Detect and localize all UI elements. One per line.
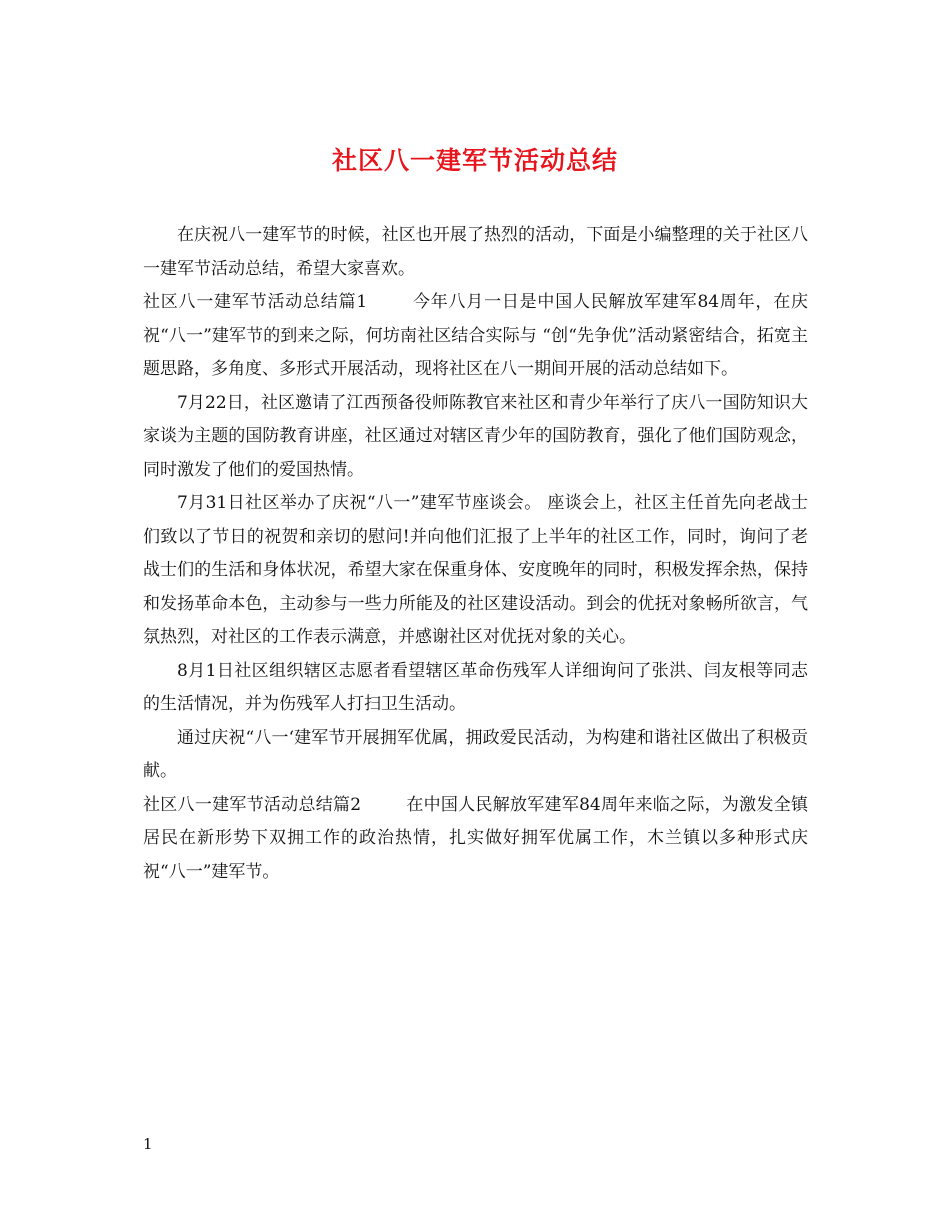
- paragraph-july-22: 7月22日，社区邀请了江西预备役师陈教官来社区和青少年举行了庆八一国防知识大家谈为主题的国防教育讲座，社区通过对辖区青少年的国防教育，强化了他们国防观念，同时激发了他们的爱国热情。: [143, 392, 808, 480]
- section-2-paragraph: [143, 789, 808, 890]
- document-body: [143, 219, 808, 889]
- paragraph-august-1: 8月1日社区组织辖区志愿者看望辖区革命伤残军人详细询问了张洪、闫友根等同志的生活情况，并为伤残军人打扫卫生活动。: [143, 660, 808, 714]
- section-2-heading: 社区八一建军节活动总结篇2: [143, 794, 362, 815]
- page-title: 社区八一建军节活动总结: [331, 146, 618, 175]
- page-number: 1: [143, 1135, 153, 1153]
- paragraph-conclusion: 通过庆祝“八一‘建军节开展拥军优属，拥政爱民活动，为构建和谐社区做出了积极贡献。: [143, 727, 808, 781]
- section-1-paragraph: [143, 286, 808, 387]
- section-2-text: 在中国人民解放军建军84周年来临之际，为激发全镇居民在新形势下双拥工作的政治热情，扎实做好拥军优属工作，木兰镇以多种形式庆祝“八一”建军节。: [143, 794, 808, 882]
- intro-paragraph: 在庆祝八一建军节的时候，社区也开展了热烈的活动，下面是小编整理的关于社区八一建军节活动总结，希望大家喜欢。: [143, 225, 808, 279]
- section-1-text: 今年八月一日是中国人民解放军建军84周年，在庆祝“八一”建军节的到来之际，何坊南社区结合实际与 “创“先争优”活动紧密结合，拓宽主题思路，多角度、多形式开展活动，现将社区在八一期间开展的活动总结如下。: [143, 292, 808, 379]
- paragraph-july-31: 7月31日社区举办了庆祝“八一”建军节座谈会。 座谈会上，社区主任首先向老战士们致以了节日的祝贺和亲切的慰问!并向他们汇报了上半年的社区工作，同时，询问了老战士们的生活和身体状况，希望大家在保重身体、安度晚年的同时，积极发挥余热，保持和发扬革命本色，主动参与一些力所能及的社区建设活动。到会的优抚对象畅所欲言，气氛热烈，对社区的工作表示满意，并感谢社区对优抚对象的关心。: [143, 493, 808, 647]
- section-1-heading: 社区八一建军节活动总结篇1: [143, 292, 368, 312]
